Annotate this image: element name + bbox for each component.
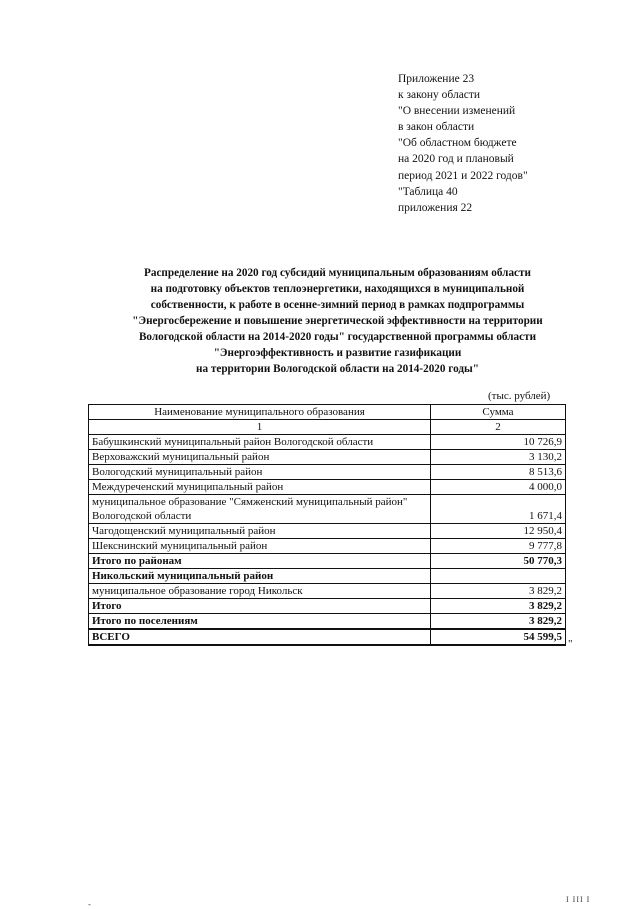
title-line: на подготовку объектов теплоэнергетики, находящихся в муниципальной bbox=[150, 283, 525, 295]
header-name-cell: Наименование муниципального образования bbox=[89, 405, 431, 420]
table-row bbox=[89, 524, 566, 539]
table-row bbox=[89, 539, 566, 554]
title-line: Распределение на 2020 год субсидий муниципальным образованиям области bbox=[144, 267, 531, 279]
subtotal-row bbox=[89, 599, 566, 614]
appendix-line: приложения 22 bbox=[398, 201, 473, 214]
scan-edge-mark: - bbox=[88, 899, 91, 909]
section-empty-cell bbox=[431, 569, 566, 584]
appendix-line: "Об областном бюджете bbox=[398, 137, 517, 150]
amount-cell: 3 130,2 bbox=[431, 450, 566, 465]
header-amount-cell: Сумма bbox=[431, 405, 566, 420]
footer-mark: I III I bbox=[566, 895, 591, 904]
amount-cell: 12 950,4 bbox=[431, 524, 566, 539]
table-header-row bbox=[89, 405, 566, 420]
table-row bbox=[89, 480, 566, 495]
amount-cell: 1 671,4 bbox=[431, 495, 566, 524]
municipality-name-cell: Шекснинский муниципальный район bbox=[89, 539, 431, 554]
municipality-name-cell: Вологодский муниципальный район bbox=[89, 465, 431, 480]
numbering-name-cell: 1 bbox=[89, 420, 431, 435]
appendix-line: к закону области bbox=[398, 89, 481, 102]
settlements-total-row bbox=[89, 614, 566, 630]
municipality-name-cell: муниципальное образование "Сямженский муниципальный район" Вологодской области bbox=[89, 495, 431, 524]
section-name-cell: Никольский муниципальный район bbox=[89, 569, 431, 584]
section-header-row bbox=[89, 569, 566, 584]
table-row bbox=[89, 465, 566, 480]
settlements-total-label: Итого по поселениям bbox=[89, 614, 431, 630]
closing-quote: " bbox=[568, 638, 573, 650]
numbering-amount-cell: 2 bbox=[431, 420, 566, 435]
municipality-name-cell: Чагодощенский муниципальный район bbox=[89, 524, 431, 539]
appendix-line: "Таблица 40 bbox=[398, 185, 458, 198]
municipality-name-cell: Верховажский муниципальный район bbox=[89, 450, 431, 465]
amount-cell: 3 829,2 bbox=[431, 584, 566, 599]
districts-total-row bbox=[89, 554, 566, 569]
title-line: Вологодской области на 2014-2020 годы" государственной программы области bbox=[138, 331, 537, 343]
table-row bbox=[89, 450, 566, 465]
grand-total-amount: 54 599,5 bbox=[431, 629, 566, 645]
amount-cell: 8 513,6 bbox=[431, 465, 566, 480]
amount-cell: 4 000,0 bbox=[431, 480, 566, 495]
appendix-line: период 2021 и 2022 годов" bbox=[398, 169, 528, 182]
document-title bbox=[80, 265, 595, 377]
table-row bbox=[89, 435, 566, 450]
appendix-reference bbox=[398, 71, 528, 216]
units-label: (тыс. рублей) bbox=[488, 390, 551, 402]
districts-total-amount: 50 770,3 bbox=[431, 554, 566, 569]
subsidy-table bbox=[88, 404, 566, 646]
table-row bbox=[89, 584, 566, 599]
municipality-name-cell: Междуреченский муниципальный район bbox=[89, 480, 431, 495]
grand-total-label: ВСЕГО bbox=[89, 629, 431, 645]
amount-cell: 10 726,9 bbox=[431, 435, 566, 450]
appendix-line: "О внесении изменений bbox=[398, 105, 516, 118]
grand-total-row bbox=[89, 629, 566, 645]
title-line: на территории Вологодской области на 2014-2020 годы" bbox=[196, 363, 479, 375]
appendix-line: в закон области bbox=[398, 121, 475, 134]
municipality-name-cell: муниципальное образование город Никольск bbox=[89, 584, 431, 599]
amount-cell: 9 777,8 bbox=[431, 539, 566, 554]
subtotal-amount: 3 829,2 bbox=[431, 599, 566, 614]
municipality-name-cell: Бабушкинский муниципальный район Вологодской области bbox=[89, 435, 431, 450]
appendix-line: на 2020 год и плановый bbox=[398, 153, 514, 166]
appendix-line: Приложение 23 bbox=[398, 73, 475, 85]
districts-total-label: Итого по районам bbox=[89, 554, 431, 569]
table-row bbox=[89, 495, 566, 524]
subtotal-label: Итого bbox=[89, 599, 431, 614]
title-line: "Энергоэффективность и развитие газификации bbox=[213, 347, 462, 359]
settlements-total-amount: 3 829,2 bbox=[431, 614, 566, 630]
title-line: собственности, к работе в осенне-зимний период в рамках подпрограммы bbox=[150, 299, 525, 311]
title-line: "Энергосбережение и повышение энергетической эффективности на территории bbox=[132, 315, 543, 327]
table-numbering-row bbox=[89, 420, 566, 435]
